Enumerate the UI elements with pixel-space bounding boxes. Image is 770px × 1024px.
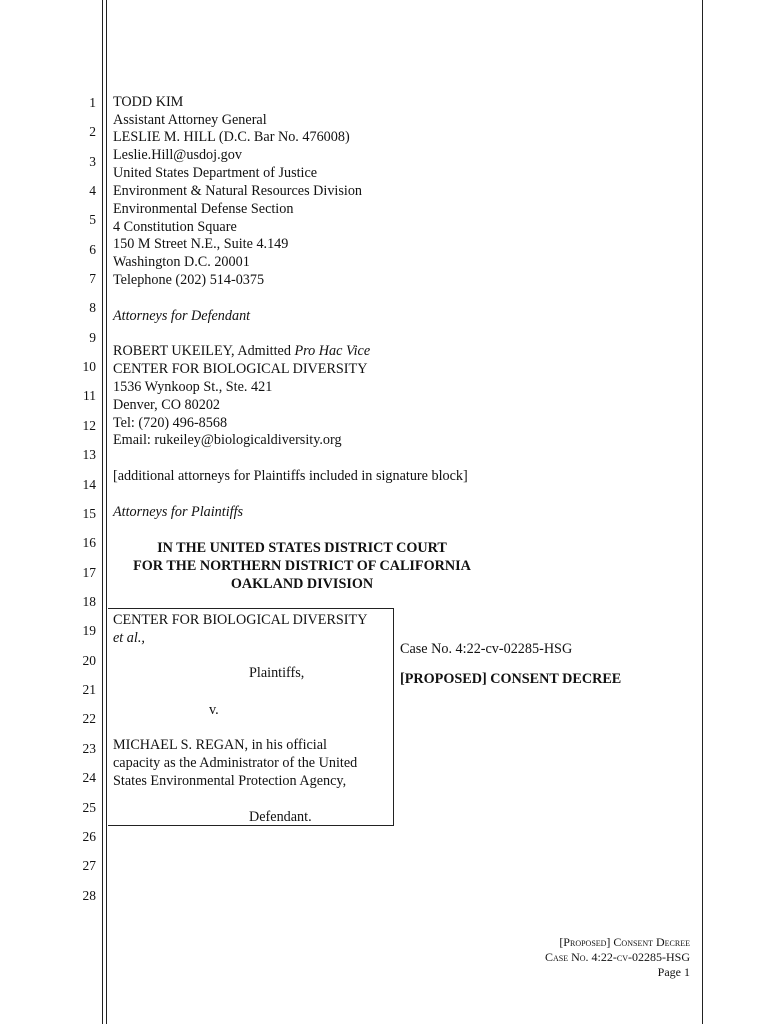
line-number: 11 [83, 388, 96, 403]
counsel-address: 4 Constitution Square [113, 219, 237, 235]
footer-page-number: Page 1 [657, 965, 690, 979]
counsel-name: TODD KIM [113, 94, 184, 110]
counsel-address: 1536 Wynkoop St., Ste. 421 [113, 379, 273, 395]
additional-attorneys-note: [additional attorneys for Plaintiffs included in signature block] [113, 468, 468, 484]
line-number: 21 [82, 682, 96, 697]
counsel-email: Email: rukeiley@biologicaldiversity.org [113, 432, 342, 448]
line-number: 28 [82, 888, 96, 903]
counsel-role: Attorneys for Plaintiffs [113, 504, 244, 520]
line-number: 10 [82, 359, 96, 374]
counsel-address: Washington D.C. 20001 [113, 254, 250, 270]
counsel-address: Denver, CO 80202 [113, 397, 221, 413]
counsel-phone: Telephone (202) 514-0375 [113, 272, 265, 288]
line-number: 5 [89, 212, 96, 227]
line-number: 9 [89, 330, 96, 345]
line-number: 15 [82, 506, 96, 521]
counsel-org: CENTER FOR BIOLOGICAL DIVERSITY [113, 361, 368, 377]
line-number: 12 [82, 418, 96, 433]
defendant-label: Defendant. [249, 809, 312, 825]
left-margin-rule [102, 0, 103, 1024]
line-number: 14 [82, 477, 96, 492]
line-number: 8 [89, 300, 96, 315]
defendant-name: MICHAEL S. REGAN, in his official [113, 737, 327, 753]
line-number: 23 [82, 741, 96, 756]
counsel-phone: Tel: (720) 496-8568 [113, 415, 228, 431]
counsel-title: Assistant Attorney General [113, 112, 267, 128]
line-number: 27 [82, 858, 96, 873]
line-number: 2 [89, 124, 96, 139]
court-line: IN THE UNITED STATES DISTRICT COURT [157, 540, 447, 556]
counsel-section: Environmental Defense Section [113, 201, 294, 217]
counsel-department: United States Department of Justice [113, 165, 318, 181]
court-line: OAKLAND DIVISION [230, 576, 374, 592]
footer-title: [Proposed] Consent Decree [559, 935, 690, 949]
counsel-name-text: ROBERT UKEILEY, Admitted [113, 343, 295, 359]
line-number: 4 [89, 183, 96, 198]
line-number: 25 [82, 800, 96, 815]
versus: v. [209, 702, 219, 718]
counsel-email: Leslie.Hill@usdoj.gov [113, 147, 242, 163]
line-number: 22 [82, 711, 96, 726]
line-number: 20 [82, 653, 96, 668]
line-number: 24 [82, 770, 96, 785]
line-number: 1 [89, 95, 96, 110]
right-margin-rule [702, 0, 703, 1024]
counsel-division: Environment & Natural Resources Division [113, 183, 363, 199]
counsel-name [113, 343, 370, 360]
pro-hac-vice: Pro Hac Vice [294, 343, 371, 359]
footer-case-number: Case No. 4:22-cv-02285-HSG [544, 950, 690, 964]
counsel-role: Attorneys for Defendant [113, 308, 251, 324]
line-number: 13 [82, 447, 96, 462]
document-title: [PROPOSED] CONSENT DECREE [400, 671, 622, 687]
et-al: et al., [113, 630, 145, 646]
court-line: FOR THE NORTHERN DISTRICT OF CALIFORNIA [133, 558, 471, 574]
line-number: 6 [89, 242, 96, 257]
plaintiffs-label: Plaintiffs, [249, 665, 305, 681]
plaintiff-name: CENTER FOR BIOLOGICAL DIVERSITY [113, 612, 368, 628]
left-margin-rule-inner [106, 0, 107, 1024]
line-number: 3 [89, 154, 96, 169]
line-number: 26 [82, 829, 96, 844]
defendant-agency: States Environmental Protection Agency, [113, 773, 347, 789]
counsel-attorney: LESLIE M. HILL (D.C. Bar No. 476008) [113, 129, 350, 145]
line-number: 19 [82, 623, 96, 638]
line-number: 17 [82, 565, 96, 580]
line-number: 7 [89, 271, 96, 286]
counsel-address: 150 M Street N.E., Suite 4.149 [113, 236, 289, 252]
line-number: 16 [82, 535, 96, 550]
caption-box [108, 608, 394, 826]
line-number: 18 [82, 594, 96, 609]
case-number: Case No. 4:22-cv-02285-HSG [400, 641, 573, 657]
defendant-capacity: capacity as the Administrator of the United [113, 755, 358, 771]
